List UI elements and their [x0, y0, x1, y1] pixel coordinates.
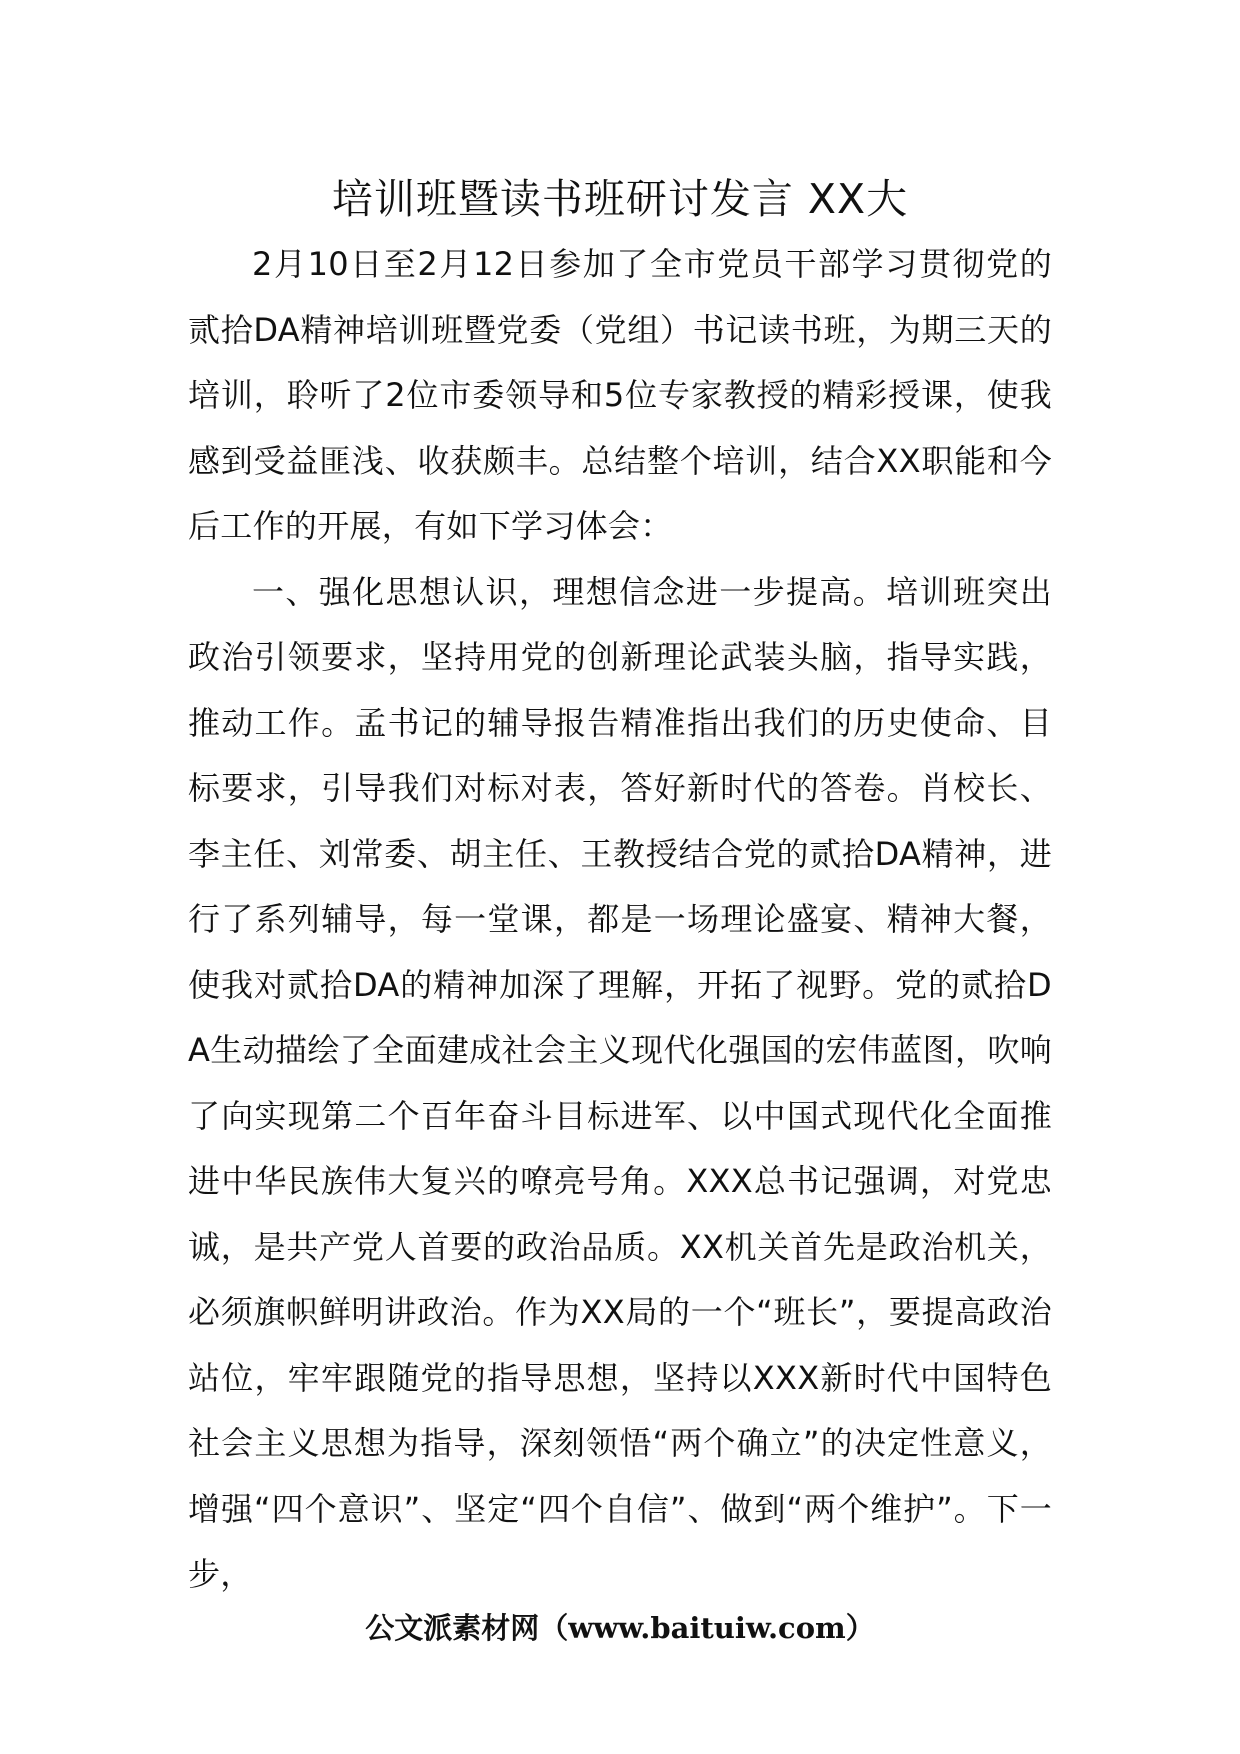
document-title: 培训班暨读书班研讨发言 XX大 [331, 175, 909, 223]
paragraph-section-one: 一、强化思想认识，理想信念进一步提高。培训班突出政治引领要求，坚持用党的创新理论武装头脑，指导实践，推动工作。孟书记的辅导报告精准指出我们的历史使命、目标要求，引导我们对标对表，答好新时代的答卷。肖校长、李主任、刘常委、胡主任、王教授结合党的贰拾DA精神，进行了系列辅导，每一堂课，都是一场理论盛宴、精神大餐，使我对贰拾DA的精神加深了理解，开拓了视野。党的贰拾DA生动描绘了全面建成社会主义现代化强国的宏伟蓝图，吹响了向实现第二个百年奋斗目标进军、以中国式现代化全面推进中华民族伟大复兴的嘹亮号角。XXX总书记强调，对党忠诚，是共产党人首要的政治品质。XX机关首先是政治机关，必须旗帜鲜明讲政治。作为XX局的一个“班长”，要提高政治站位，牢牢跟随党的指导思想，坚持以XXX新时代中国特色社会主义思想为指导，深刻领悟“两个确立”的决定性意义，增强“四个意识”、坚定“四个自信”、做到“两个维护”。下一步， [188, 572, 1052, 1593]
document-body [188, 232, 1052, 1608]
paragraph-intro: 2月10日至2月12日参加了全市党员干部学习贯彻党的贰拾DA精神培训班暨党委（党组）书记读书班，为期三天的培训，聆听了2位市委领导和5位专家教授的精彩授课，使我感到受益匪浅、收获颇丰。总结整个培训，结合XX职能和今后工作的开展，有如下学习体会： [188, 245, 1052, 545]
source-footer: 公文派素材网（www.baituiw.com） [365, 1611, 875, 1645]
